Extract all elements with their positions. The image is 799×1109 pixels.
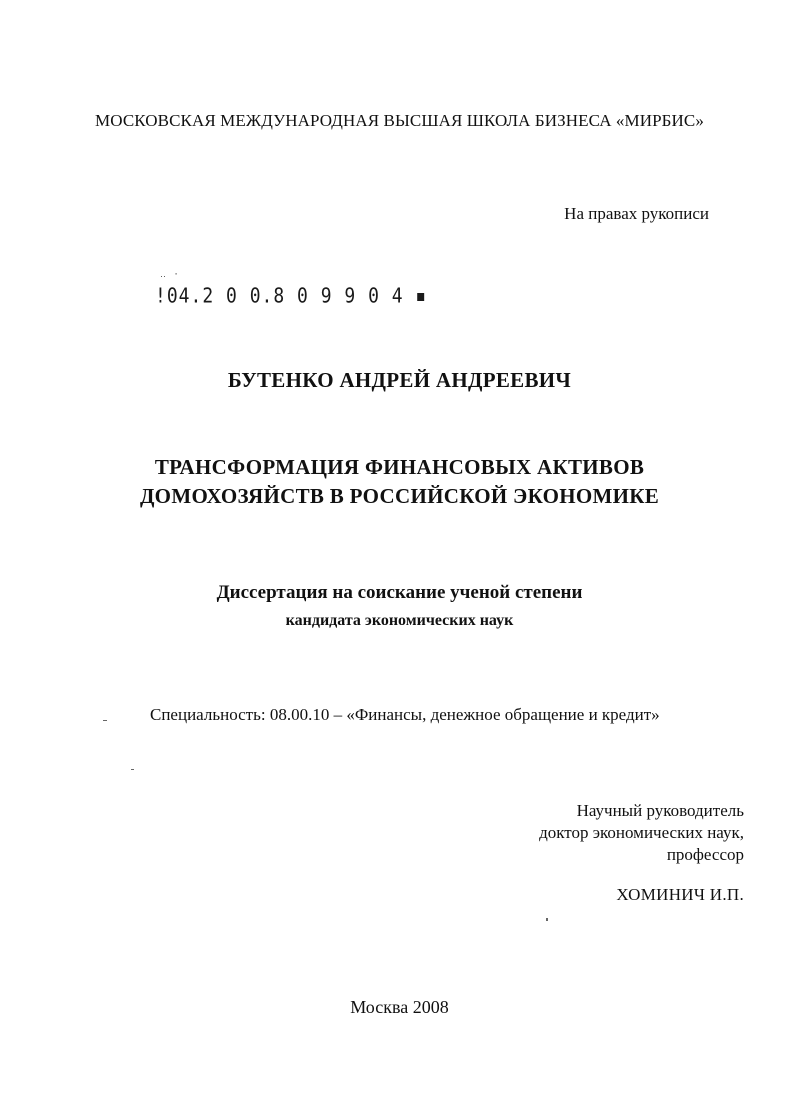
supervisor-degree: доктор экономических наук,	[539, 823, 744, 842]
supervisor-name: ХОМИНИЧ И.П.	[616, 885, 744, 904]
supervisor-role: Научный руководитель	[576, 801, 744, 820]
degree-statement: Диссертация на соискание ученой степени	[216, 582, 583, 603]
scan-speck	[546, 918, 548, 921]
city-year: Москва 2008	[350, 997, 449, 1017]
title-line-2: ДОМОХОЗЯЙСТВ В РОССИЙСКОЙ ЭКОНОМИКЕ	[139, 484, 660, 508]
title-line-1: ТРАНСФОРМАЦИЯ ФИНАНСОВЫХ АКТИВОВ	[154, 455, 645, 479]
author-name: БУТЕНКО АНДРЕЙ АНДРЕЕВИЧ	[227, 368, 572, 392]
institution-name: МОСКОВСКАЯ МЕЖДУНАРОДНАЯ ВЫСШАЯ ШКОЛА БИЗНЕСА «МИРБИС»	[95, 111, 704, 130]
specialty-line: Специальность: 08.00.10 – «Финансы, денежное обращение и кредит»	[150, 705, 660, 724]
supervisor-block	[539, 800, 744, 866]
degree-field: кандидата экономических наук	[285, 612, 514, 629]
scan-speck	[103, 720, 107, 721]
library-stamp-number: !04.2 0 0.8 0 9 9 0 4 ▪	[155, 284, 428, 309]
scan-speck	[131, 769, 134, 770]
rights-note: На правах рукописи	[564, 204, 709, 223]
supervisor-title: профессор	[666, 845, 744, 864]
dissertation-title	[0, 453, 799, 511]
stamp-marks: ‥ ·	[160, 270, 180, 280]
